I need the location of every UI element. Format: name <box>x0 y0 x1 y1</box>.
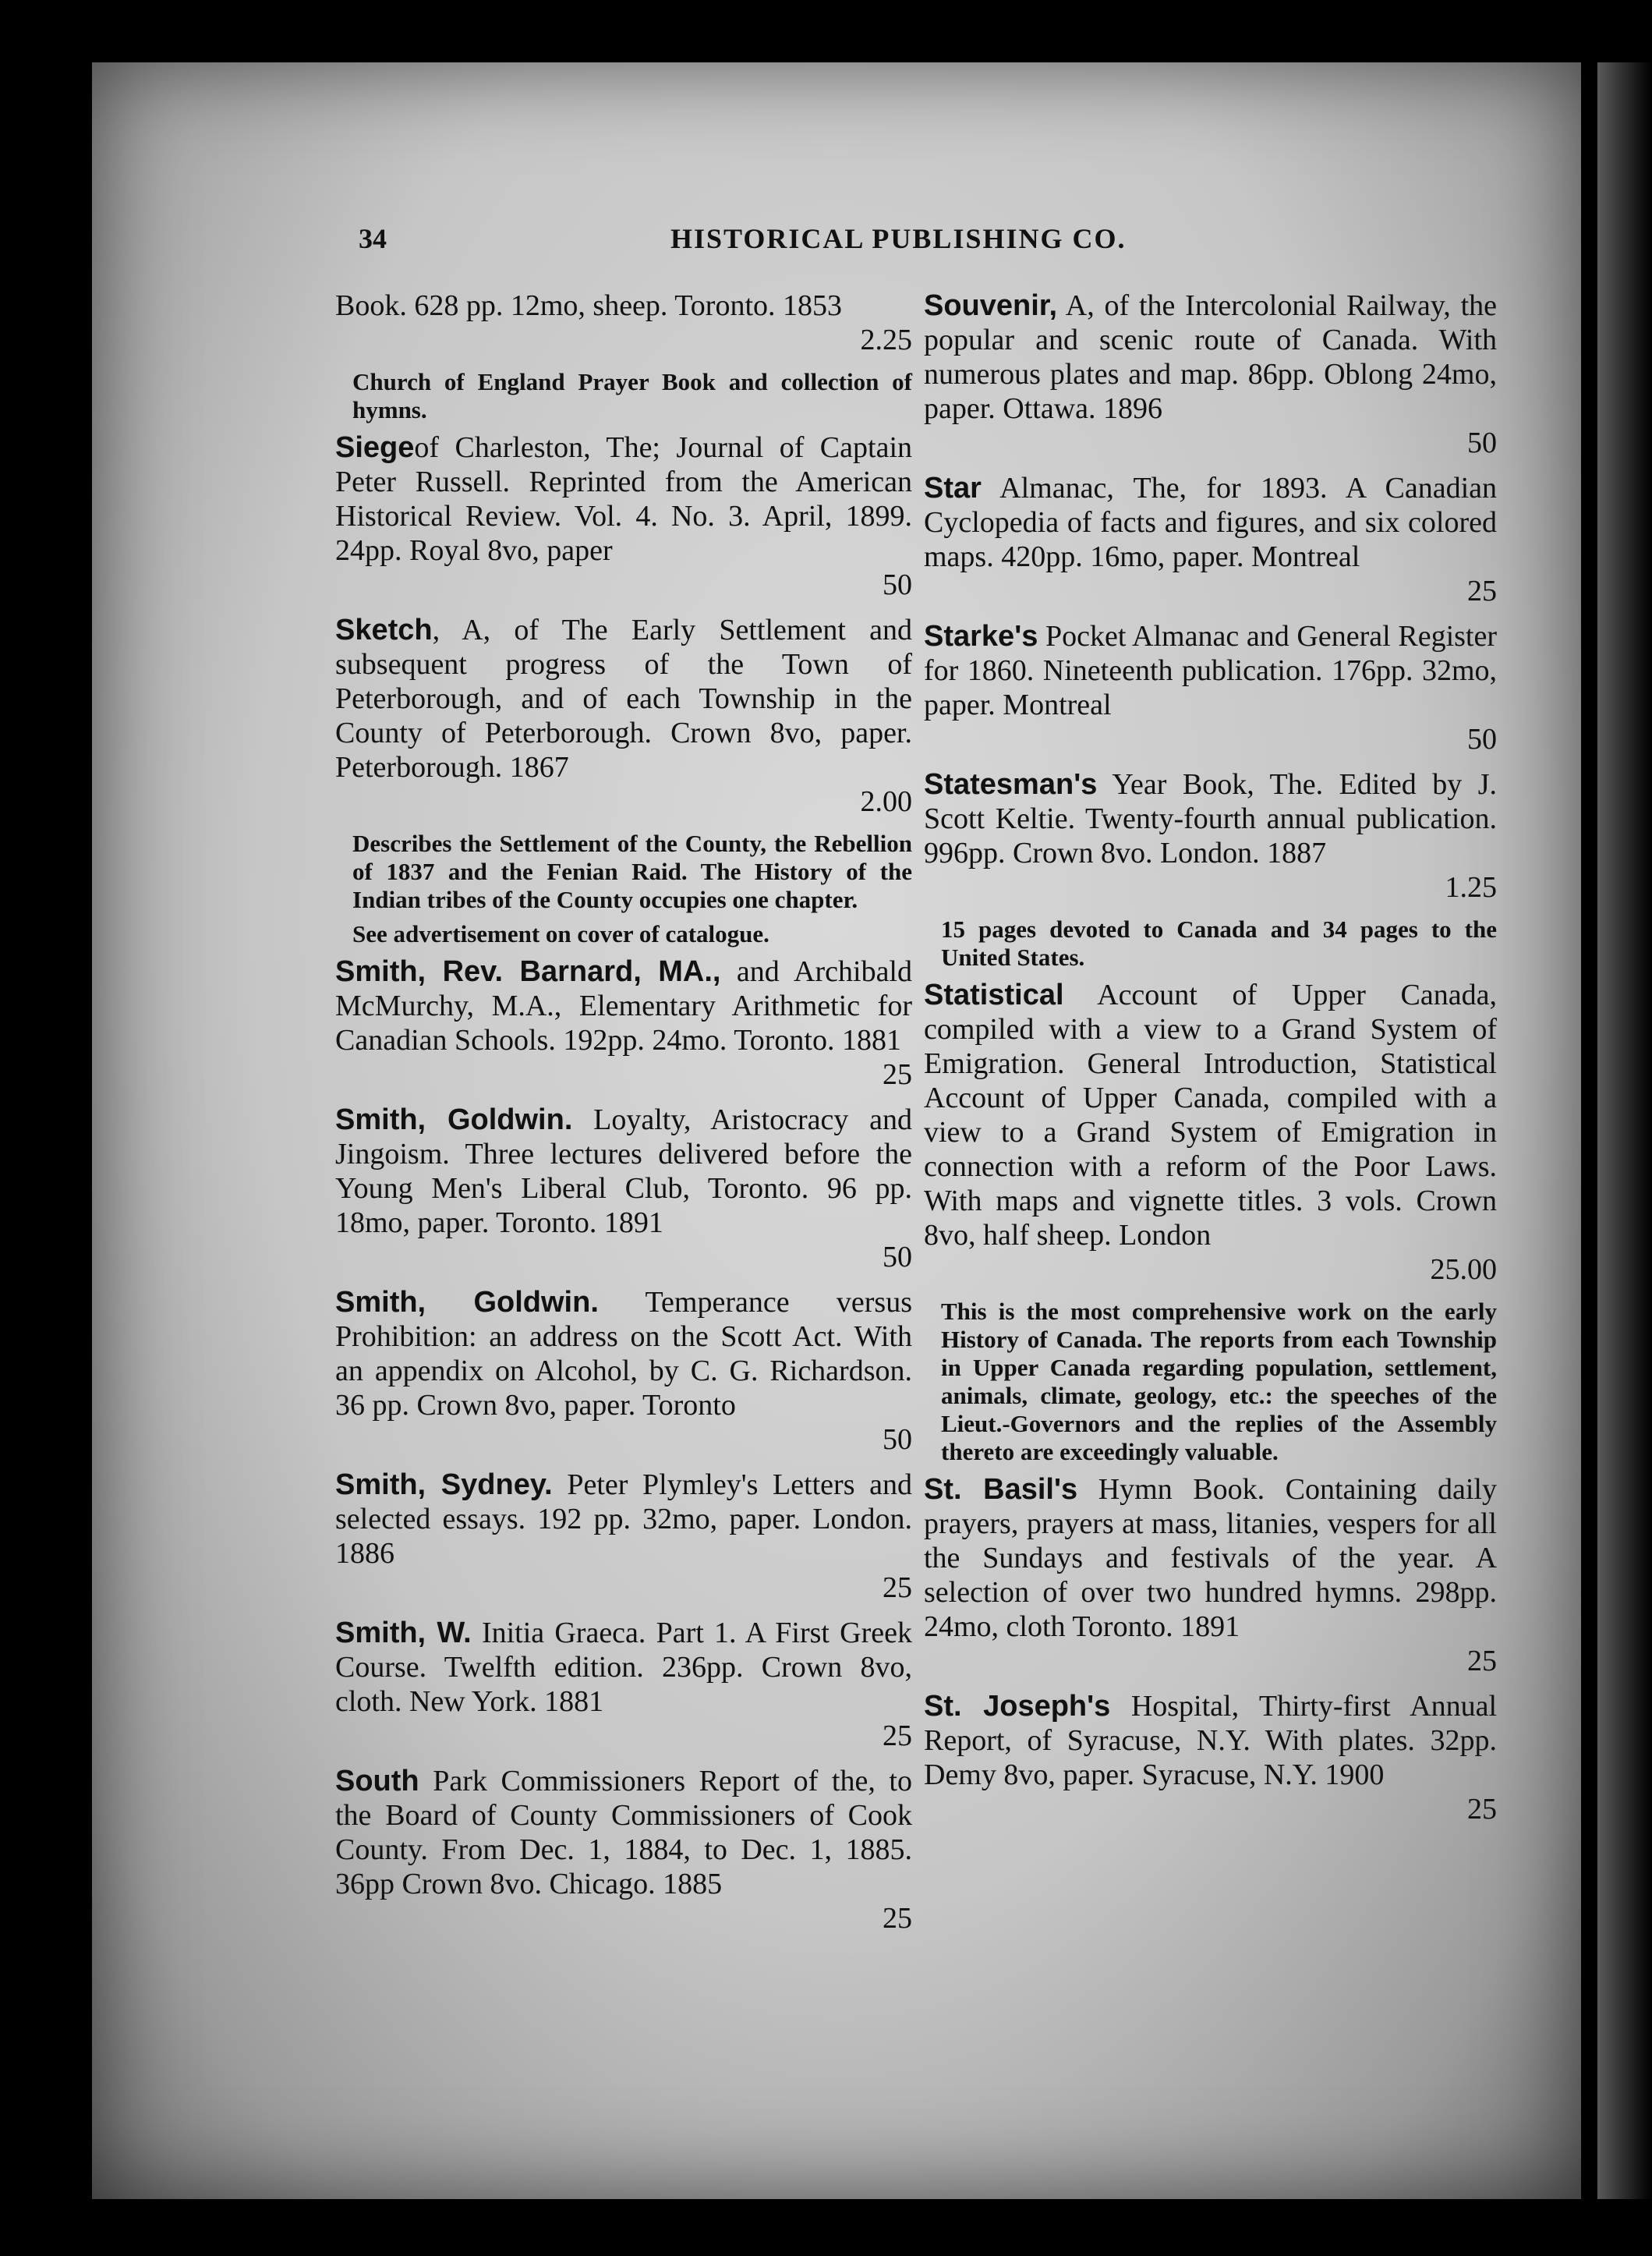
header-title: HISTORICAL PUBLISHING CO. <box>670 223 1127 254</box>
entry-heading: Smith, Rev. Barnard, MA., <box>335 955 721 988</box>
page-edge-shadow <box>1597 62 1652 2199</box>
entry-heading: St. Joseph's <box>924 1690 1111 1723</box>
entry-price: 2.00 <box>860 785 912 818</box>
entry-heading: Smith, Sydney. <box>335 1468 553 1501</box>
catalogue-entry <box>924 978 1497 1287</box>
right-column <box>924 289 1497 1837</box>
catalogue-entry <box>335 1616 912 1753</box>
entry-heading: Smith, Goldwin. <box>335 1286 599 1319</box>
entry-description: of Charleston, The; Journal of Captain Peter Russell. Reprinted from the American Historical Review. Vol. 4. No. 3. April, 1899. 24pp. Royal 8vo, paper <box>335 431 912 567</box>
entry-price: 25 <box>1467 1645 1497 1677</box>
catalogue-entry <box>335 289 912 357</box>
entry-price: 25.00 <box>1430 1253 1497 1286</box>
entry-price: 25 <box>883 1902 912 1935</box>
entry-price: 50 <box>1467 427 1497 459</box>
entry-description: Hospital, Thirty-first Annual Report, of Syracuse, N.Y. With plates. 32pp. Demy 8vo, paper. Syracuse, N.Y. 1900 <box>924 1690 1498 1791</box>
catalogue-entry <box>924 1689 1497 1826</box>
entry-description: Account of Upper Canada, compiled with a view to a Grand System of Emigration. General Introduction, Statistical Account of Upper Canada, compiled with a view to a Grand System of Emigration in connection with a reform of the Poor Laws. With maps and vignette titles. 3 vols. Crown 8vo, half sheep. London <box>924 979 1497 1252</box>
catalogue-entry <box>335 1285 912 1457</box>
entry-price: 25 <box>883 1571 912 1604</box>
entry-note: Church of England Prayer Book and collection of hymns. <box>352 368 912 423</box>
entry-price: 50 <box>883 1241 912 1273</box>
entry-heading: Starke's <box>924 620 1038 653</box>
entry-price: 1.25 <box>1445 871 1497 904</box>
entry-description: Loyalty, Aristocracy and Jingoism. Three lectures delivered before the Young Men's Liberal Club, Toronto. 96 pp. 18mo, paper. Toronto. 1891 <box>335 1103 912 1239</box>
entry-heading: Sketch <box>335 614 433 646</box>
catalogue-entry <box>924 471 1497 608</box>
catalogue-entry <box>335 954 912 1092</box>
entry-description: Hymn Book. Containing daily prayers, prayers at mass, litanies, vespers for all the Sundays and festivals of the year. A selection of over two hundred hymns. 298pp. 24mo, cloth Toronto. 1891 <box>924 1473 1497 1643</box>
entry-heading: Smith, Goldwin. <box>335 1103 573 1136</box>
catalogue-entry <box>924 289 1497 460</box>
entry-description: Pocket Almanac and General Register for 1860. Nineteenth publication. 176pp. 32mo, paper. Montreal <box>924 620 1497 721</box>
entry-heading: Souvenir, <box>924 289 1058 322</box>
entry-heading: St. Basil's <box>924 1473 1078 1506</box>
catalogue-entry <box>335 613 912 819</box>
entry-description: Temperance versus Prohibition: an address on the Scott Act. With an appendix on Alcohol, by C. G. Richardson. 36 pp. Crown 8vo, paper. Toronto <box>335 1286 912 1422</box>
entry-description: Initia Graeca. Part 1. A First Greek Course. Twelfth edition. 236pp. Crown 8vo, cloth. New York. 1881 <box>335 1617 912 1718</box>
catalogue-entry <box>335 430 912 602</box>
left-column <box>335 289 912 1946</box>
catalogue-entry <box>924 767 1497 905</box>
entry-description: Park Commissioners Report of the, to the Board of County Commissioners of Cook County. From Dec. 1, 1884, to Dec. 1, 1885. 36pp Crown 8vo. Chicago. 1885 <box>335 1765 912 1900</box>
entry-heading: Statesman's <box>924 768 1098 801</box>
entry-price: 50 <box>883 568 912 601</box>
entry-description: Year Book, The. Edited by J. Scott Keltie. Twenty-fourth annual publication. 996pp. Crown 8vo. London. 1887 <box>924 768 1497 869</box>
entry-price: 50 <box>883 1423 912 1456</box>
entry-description: Almanac, The, for 1893. A Canadian Cyclopedia of facts and figures, and six colored maps. 420pp. 16mo, paper. Montreal <box>924 472 1497 573</box>
catalogue-entry <box>335 1103 912 1274</box>
entry-note: 15 pages devoted to Canada and 34 pages to the United States. <box>941 916 1497 971</box>
entry-heading: Smith, W. <box>335 1617 472 1649</box>
entry-description: A, of the Intercolonial Railway, the popular and scenic route of Canada. With numerous plates and map. 86pp. Oblong 24mo, paper. Ottawa. 1896 <box>924 289 1497 425</box>
entry-note: See advertisement on cover of catalogue. <box>352 920 769 947</box>
entry-note: This is the most comprehensive work on the early History of Canada. The reports from each Township in Upper Canada regarding population, settlement, animals, climate, geology, etc.: the speeches of the Lieut.-Governors and the replies of the Assembly thereto are exceedingly valuable. <box>941 1298 1497 1465</box>
entry-heading: Siege <box>335 431 415 464</box>
entry-price: 50 <box>1467 723 1497 756</box>
entry-price: 25 <box>883 1058 912 1091</box>
catalogue-entry <box>924 619 1497 756</box>
entry-description: , A, of The Early Settlement and subsequent progress of the Town of Peterborough, and of each Township in the County of Peterborough. Crown 8vo, paper. Peterborough. 1867 <box>335 614 912 784</box>
entry-note: Describes the Settlement of the County, the Rebellion of 1837 and the Fenian Raid. The History of the Indian tribes of the County occupies one chapter. <box>352 830 912 913</box>
entry-description: Peter Plymley's Letters and selected essays. 192 pp. 32mo, paper. London. 1886 <box>335 1468 912 1570</box>
catalogue-entry <box>335 1764 912 1935</box>
entry-heading: Star <box>924 472 982 505</box>
catalogue-entry <box>335 1468 912 1605</box>
running-head <box>359 222 1481 261</box>
entry-heading: Statistical <box>924 979 1064 1011</box>
entry-description: Book. 628 pp. 12mo, sheep. Toronto. 1853 <box>335 289 843 322</box>
entry-price: 25 <box>883 1719 912 1752</box>
entry-description: and Archibald McMurchy, M.A., Elementary Arithmetic for Canadian Schools. 192pp. 24mo. Toronto. 1881 <box>335 955 912 1057</box>
catalogue-entry <box>924 1472 1497 1678</box>
entry-price: 2.25 <box>860 324 912 356</box>
entry-heading: South <box>335 1765 419 1797</box>
entry-price: 25 <box>1467 1793 1497 1826</box>
entry-price: 25 <box>1467 575 1497 607</box>
page-number: 34 <box>359 223 387 254</box>
